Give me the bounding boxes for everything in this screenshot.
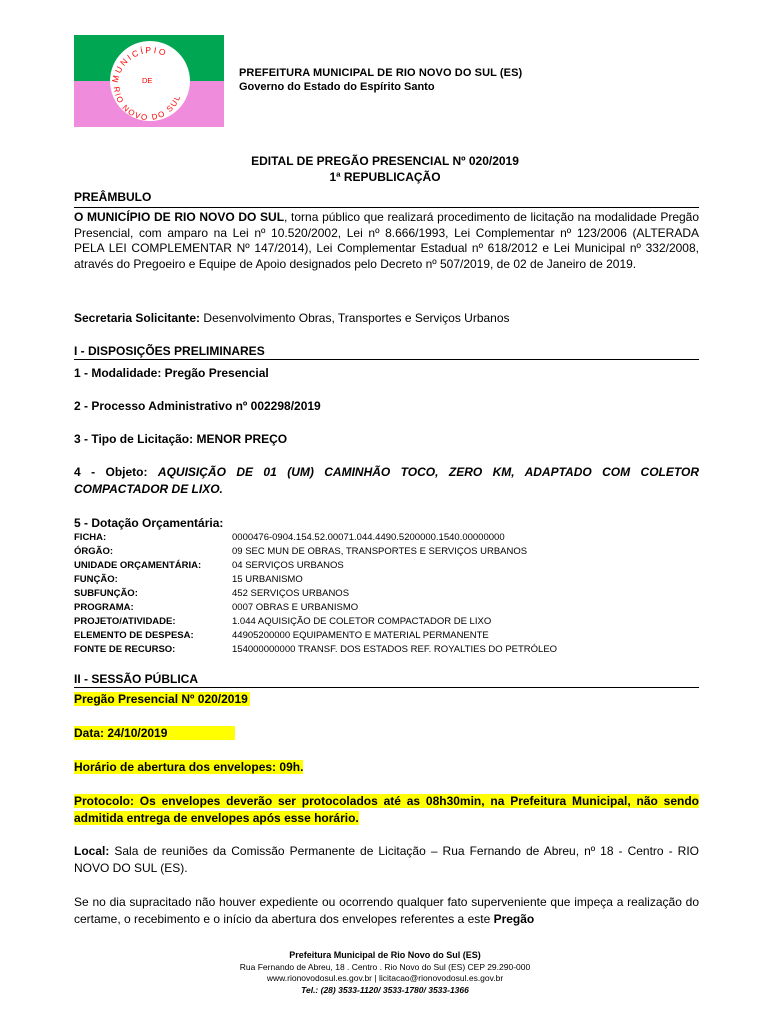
footer-web-email: www.rionovodosul.es.gov.br | licitacao@rionovodosul.es.gov.br: [266, 973, 504, 983]
dotacao-key: UNIDADE ORÇAMENTÁRIA:: [74, 560, 202, 571]
header-governo: Governo do Estado do Espírito Santo: [239, 81, 435, 93]
dotacao-key: PROJETO/ATIVIDADE:: [74, 616, 176, 627]
dotacao-row: [74, 573, 557, 587]
dotacao-value: 1.044 AQUISIÇÃO DE COLETOR COMPACTADOR DE LIXO: [232, 616, 492, 627]
dotacao-key: FICHA:: [74, 532, 107, 543]
dotacao-value: 0007 OBRAS E URBANISMO: [232, 602, 359, 613]
footer-address: Rua Fernando de Abreu, 18 . Centro . Rio Novo do Sul (ES) CEP 29.290-000: [239, 961, 531, 972]
item-modalidade: 1 - Modalidade: Pregão Presencial: [74, 366, 269, 380]
dotacao-value: 15 URBANISMO: [232, 574, 303, 585]
dotacao-row: [74, 587, 557, 601]
pregao-number-text: Pregão Presencial Nº 020/2019: [74, 692, 248, 706]
final-paragraph-bold: Pregão: [493, 912, 535, 926]
session-time-text: Horário de abertura dos envelopes: 09h.: [74, 760, 304, 774]
header-prefeitura: PREFEITURA MUNICIPAL DE RIO NOVO DO SUL (ES): [239, 67, 523, 79]
edital-title: EDITAL DE PREGÃO PRESENCIAL Nº 020/2019: [251, 154, 519, 168]
item-objeto-value: AQUISIÇÃO DE 01 (UM) CAMINHÃO TOCO, ZERO KM, ADAPTADO COM COLETOR COMPACTADOR DE LIXO.: [74, 465, 699, 496]
preambulo-rule: [74, 207, 699, 208]
seal-arc-bottom-text: RIO NOVO DO SUL: [111, 86, 183, 123]
dotacao-row: [74, 601, 557, 615]
municipal-flag-logo: [74, 35, 224, 127]
dotacao-row: [74, 629, 557, 643]
session-time: [74, 760, 303, 774]
preambulo-lead: O MUNICÍPIO DE RIO NOVO DO SUL: [74, 210, 285, 224]
dotacao-key: SUBFUNÇÃO:: [74, 588, 138, 599]
dotacao-key: ELEMENTO DE DESPESA:: [74, 630, 194, 641]
preambulo-body: , torna público que realizará procedimento de licitação na modalidade Pregão Presencial, com amparo na Lei nº 10.520/2002, Lei nº 8.666/1993, Lei Complementar nº 123/2006 (ALTERADA PELA LEI COMPLEMENTAR Nº 147/2014), Lei Complementar Estadual nº 618/2012 e Lei Municipal nº 332/2008, através do Pregoeiro e Equipe de Apoio designados pelo Decreto nº 507/2019, de 02 de Janeiro de 2019.: [74, 210, 700, 271]
dotacao-row: [74, 643, 557, 657]
local-value: Sala de reuniões da Comissão Permanente de Licitação – Rua Fernando de Abreu, nº 18 - Centro - RIO NOVO DO SUL (ES).: [74, 844, 699, 875]
item-tipo-licitacao: 3 - Tipo de Licitação: MENOR PREÇO: [74, 432, 288, 446]
preambulo-heading: PREÂMBULO: [74, 190, 152, 204]
final-paragraph-text: Se no dia supracitado não houver expediente ou ocorrendo qualquer fato superveniente que impeça a realização do certame, o recebimento e o início da abertura dos envelopes referentes a este: [74, 895, 699, 926]
dotacao-row: [74, 615, 557, 629]
preambulo-text: [74, 210, 699, 272]
dotacao-table: [74, 531, 557, 657]
session-date-text: Data: 24/10/2019: [74, 726, 235, 740]
item-dotacao-heading: 5 - Dotação Orçamentária:: [74, 516, 224, 530]
item-processo: 2 - Processo Administrativo nº 002298/2019: [74, 399, 321, 413]
secretaria-label: Secretaria Solicitante:: [74, 311, 201, 325]
item-objeto-prefix: 4 - Objeto:: [74, 465, 158, 479]
footer-prefeitura: Prefeitura Municipal de Rio Novo do Sul (ES): [289, 950, 481, 960]
local-text: [74, 843, 699, 877]
dotacao-value: 0000476-0904.154.52.00071.044.4490.5200000.1540.00000000: [232, 532, 505, 543]
dotacao-key: PROGRAMA:: [74, 602, 134, 613]
dotacao-row: [74, 559, 557, 573]
footer-phones: Tel.: (28) 3533-1120/ 3533-1780/ 3533-1366: [301, 984, 469, 995]
page-footer: [0, 950, 770, 996]
dotacao-key: FONTE DE RECURSO:: [74, 644, 176, 655]
protocolo-text: [74, 793, 699, 827]
dotacao-value: 04 SERVIÇOS URBANOS: [232, 560, 344, 571]
edital-subtitle: 1ª REPUBLICAÇÃO: [329, 170, 441, 184]
seal-arc-top-text: MUNICÍPIO: [109, 44, 170, 84]
secretaria-line: [74, 311, 699, 327]
final-paragraph: [74, 894, 699, 928]
secretaria-value: Desenvolvimento Obras, Transportes e Serviços Urbanos: [200, 311, 510, 325]
dotacao-row: [74, 545, 557, 559]
session-date: [74, 726, 235, 740]
protocolo-highlight: Protocolo: Os envelopes deverão ser protocolados até as 08h30min, na Prefeitura Municipal, não sendo admitida entrega de envelopes após esse horário.: [74, 794, 699, 825]
local-label: Local:: [74, 844, 110, 858]
seal-de-text: DE: [142, 76, 153, 85]
dotacao-row: [74, 531, 557, 545]
dotacao-value: 44905200000 EQUIPAMENTO E MATERIAL PERMANENTE: [232, 630, 489, 641]
dotacao-key: ÓRGÃO:: [74, 546, 114, 557]
dotacao-value: 09 SEC MUN DE OBRAS, TRANSPORTES E SERVIÇOS URBANOS: [232, 546, 528, 557]
item-objeto: [74, 464, 699, 498]
dotacao-value: 154000000000 TRANSF. DOS ESTADOS REF. ROYALTIES DO PETRÓLEO: [232, 644, 558, 655]
dotacao-value: 452 SERVIÇOS URBANOS: [232, 588, 350, 599]
pregao-number: [74, 692, 250, 706]
section-1-heading: I - DISPOSIÇÕES PRELIMINARES: [74, 344, 699, 360]
section-2-heading: II - SESSÃO PÚBLICA: [74, 672, 699, 688]
dotacao-key: FUNÇÃO:: [74, 574, 118, 585]
